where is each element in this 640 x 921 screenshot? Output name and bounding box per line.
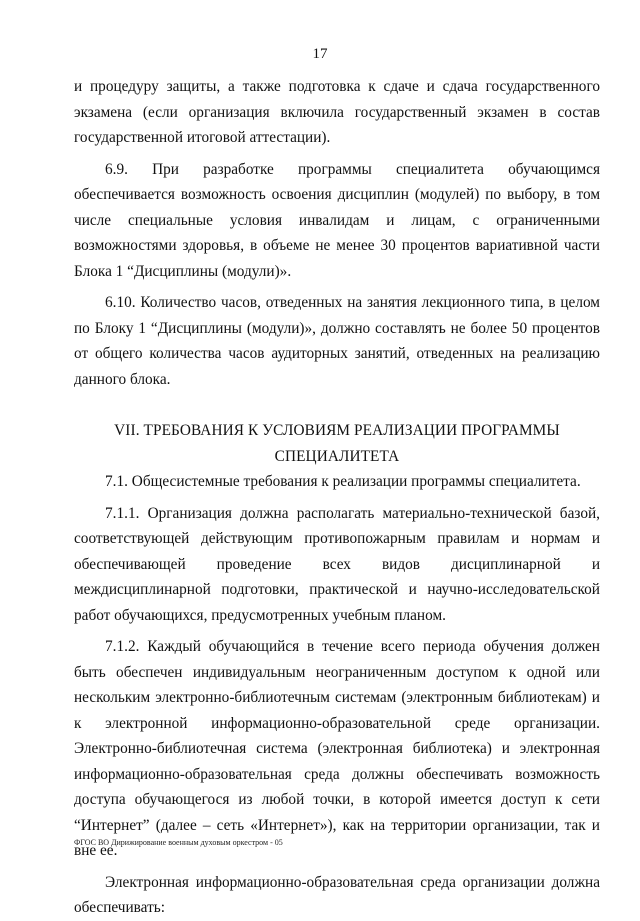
paragraph-7-1-2: 7.1.2. Каждый обучающийся в течение всего периода обучения должен быть обеспечен индивидуальным неограниченным доступом к одной или нескольким электронно-библиотечным системам (электронным библиотекам) и к электронной информационно-образовательной среде организации. Электронно-библиотечная система (электронная библиотека) и электронная информационно-образовательная среда должны обеспечивать возможность доступа обучающегося из любой точки, в которой имеется доступ к сети “Интернет” (далее – сеть «Интернет»), как на территории организации, так и вне ее.: [74, 638, 600, 859]
section-heading-line-1: VII. ТРЕБОВАНИЯ К УСЛОВИЯМ РЕАЛИЗАЦИИ ПРОГРАММЫ: [114, 422, 560, 439]
page-number: 17: [312, 46, 328, 62]
document-body: [74, 74, 600, 921]
footer-standard-reference: ФГОС ВО Дирижирование военным духовым оркестром - 05: [74, 838, 283, 847]
paragraph-7-1: 7.1. Общесистемные требования к реализации программы специалитета.: [105, 473, 581, 490]
section-heading-line-2: СПЕЦИАЛИТЕТА: [274, 447, 400, 465]
paragraph-electronic-environment: Электронная информационно-образовательная среда организации должна обеспечивать:: [74, 873, 600, 916]
paragraph-continuation: и процедуру защиты, а также подготовка к сдаче и сдача государственного экзамена (если организация включила государственный экзамен в состав государственной итоговой аттестации).: [74, 78, 600, 146]
paragraph-7-1-1: 7.1.1. Организация должна располагать материально-технической базой, соответствующей действующим противопожарным правилам и нормам и обеспечивающей проведение всех видов дисциплинарной и междисциплинарной подготовки, практической и научно-исследовательской работ обучающихся, предусмотренных учебным планом.: [74, 504, 600, 624]
section-heading: [74, 418, 600, 469]
paragraph-6-10: 6.10. Количество часов, отведенных на занятия лекционного типа, в целом по Блоку 1 “Дисциплины (модули)», должно составлять не более 50 процентов от общего количества часов аудиторных занятий, отведенных на реализацию данного блока.: [74, 294, 600, 388]
paragraph-6-9: 6.9. При разработке программы специалитета обучающимся обеспечивается возможность освоения дисциплин (модулей) по выбору, в том числе специальные условия инвалидам и лицам, с ограниченными возможностями здоровья, в объеме не менее 30 процентов вариативной части Блока 1 “Дисциплины (модули)».: [74, 160, 600, 280]
